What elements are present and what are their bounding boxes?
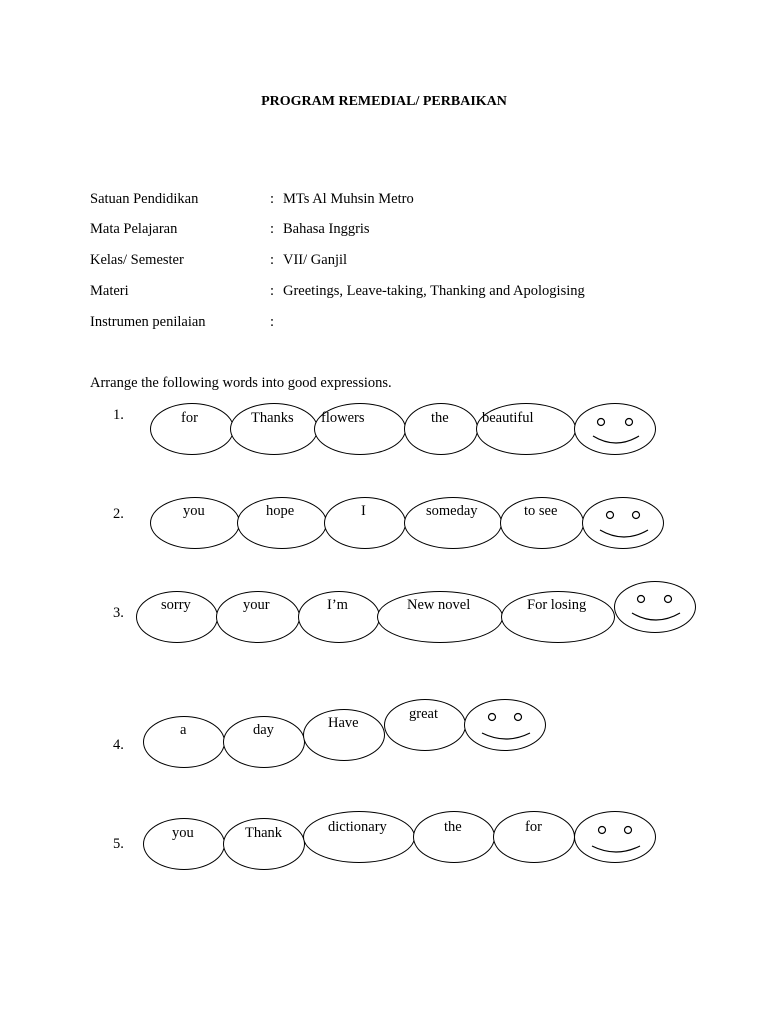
exercise-number: 5. [113, 836, 124, 852]
info-label: Mata Pelajaran [90, 221, 178, 237]
word-label: great [409, 706, 438, 722]
word-label: the [444, 819, 462, 835]
exercise-number: 2. [113, 506, 124, 522]
word-label: for [181, 410, 198, 426]
word-label: someday [426, 503, 478, 519]
word-label: I’m [327, 597, 348, 613]
exercise-number: 1. [113, 407, 124, 423]
word-label: the [431, 410, 449, 426]
smiley-icon [614, 581, 696, 633]
info-value: VII/ Ganjil [283, 252, 348, 268]
smiley-icon [582, 497, 664, 549]
word-label: your [243, 597, 270, 613]
word-label: hope [266, 503, 295, 519]
word-label: For losing [527, 597, 587, 613]
word-label: sorry [161, 597, 191, 613]
word-label: beautiful [482, 410, 534, 426]
info-colon: : [270, 314, 275, 330]
info-label: Instrumen penilaian [90, 314, 206, 330]
word-label: flowers [321, 410, 365, 426]
page-title: PROGRAM REMEDIAL/ PERBAIKAN [261, 94, 507, 109]
word-label: Thanks [251, 410, 294, 426]
info-value: Bahasa Inggris [283, 221, 370, 237]
word-label: I [361, 503, 366, 519]
info-colon: : [270, 252, 275, 268]
info-value: MTs Al Muhsin Metro [283, 191, 414, 207]
info-colon: : [270, 283, 275, 299]
word-label: to see [524, 503, 558, 519]
word-label: you [183, 503, 205, 519]
word-label: Thank [245, 825, 283, 841]
info-value: Greetings, Leave-taking, Thanking and Apologising [283, 283, 585, 299]
smiley-icon [574, 811, 656, 863]
info-label: Materi [90, 283, 129, 299]
info-colon: : [270, 221, 275, 237]
info-label: Kelas/ Semester [90, 252, 184, 268]
smiley-icon [574, 403, 656, 455]
word-label: for [525, 819, 542, 835]
word-label: New novel [407, 597, 471, 613]
exercise-number: 3. [113, 605, 124, 621]
word-label: Have [328, 715, 359, 731]
smiley-icon [464, 699, 546, 751]
exercise-number: 4. [113, 737, 124, 753]
word-label: you [172, 825, 194, 841]
word-label: a [180, 722, 187, 738]
word-label: dictionary [328, 819, 387, 835]
info-label: Satuan Pendidikan [90, 191, 199, 207]
word-label: day [253, 722, 274, 738]
info-colon: : [270, 191, 275, 207]
instruction-text: Arrange the following words into good expressions. [90, 375, 392, 391]
